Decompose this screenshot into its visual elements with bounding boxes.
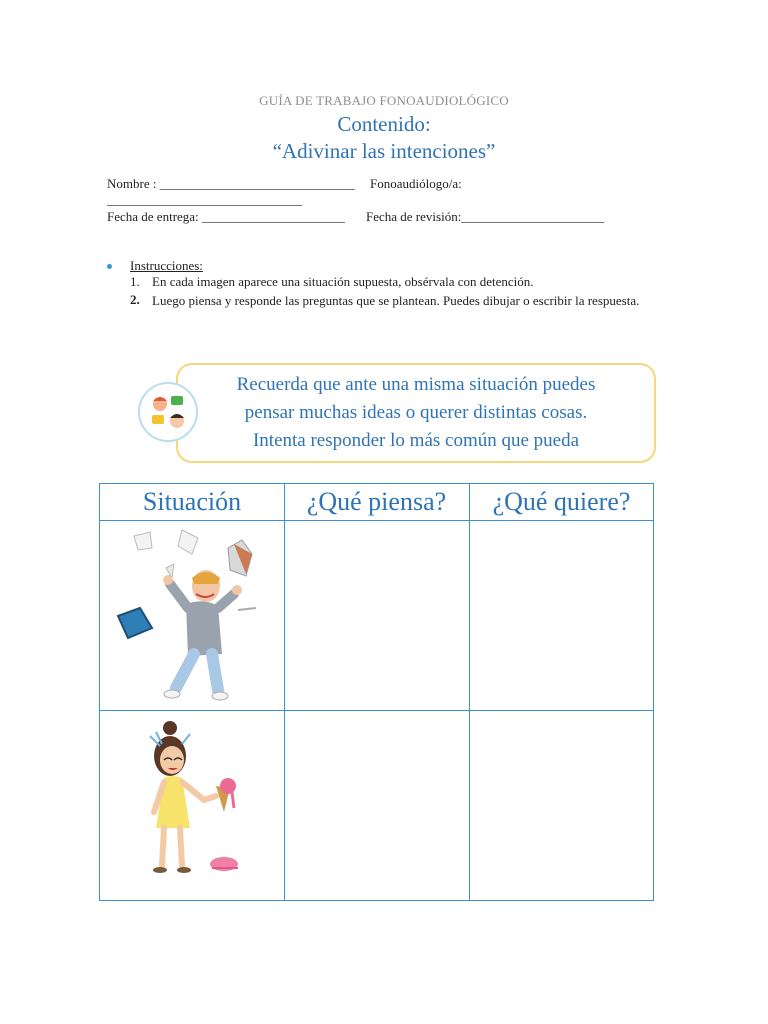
reminder-line: Recuerda que ante una misma situación puedes (236, 374, 596, 395)
instruction-text: Luego piensa y responde las preguntas que se plantean. Puedes dibujar o escribir la respuesta. (152, 293, 640, 308)
situation-table (99, 483, 654, 901)
instruction-number: 2. (130, 292, 140, 307)
instructions-heading: Instrucciones: (130, 258, 203, 273)
reminder-box (176, 363, 656, 463)
column-header-thinks: ¿Qué piensa? (306, 487, 447, 516)
falling-man-illustration (106, 524, 278, 706)
content-label: Contenido: (337, 112, 431, 136)
page-title: “Adivinar las intenciones” (272, 139, 496, 163)
delivery-date-field[interactable]: Fecha de entrega: ______________________ (107, 209, 345, 224)
bullet-icon (107, 264, 112, 269)
instruction-text: En cada imagen aparece una situación supuesta, obsérvala con detención. (152, 274, 534, 289)
chat-people-icon (138, 382, 198, 442)
reminder-line: Intenta responder lo más común que pueda (252, 430, 580, 451)
therapist-field-label: Fonoaudiólogo/a: (370, 176, 462, 191)
instruction-number: 1. (130, 274, 140, 289)
name-field[interactable]: Nombre : ______________________________ (107, 176, 355, 191)
reminder-line: pensar muchas ideas o querer distintas cosas. (244, 402, 588, 423)
column-header-wants: ¿Qué quiere? (492, 487, 631, 516)
column-header-situation: Situación (142, 487, 242, 516)
crying-girl-illustration (120, 716, 270, 898)
worksheet-kicker: GUÍA DE TRABAJO FONOAUDIOLÓGICO (259, 93, 509, 108)
review-date-field[interactable]: Fecha de revisión:______________________ (366, 209, 605, 224)
therapist-field[interactable]: ______________________________ (107, 192, 302, 207)
